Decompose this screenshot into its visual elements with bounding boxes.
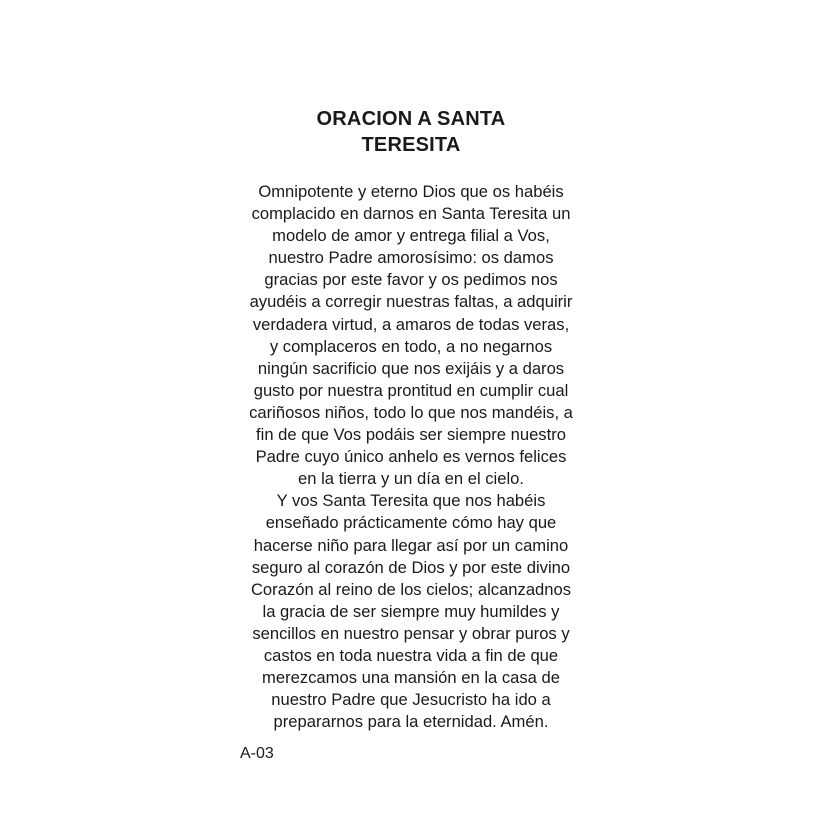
prayer-line-24: nuestro Padre que Jesucristo ha ido a xyxy=(271,690,551,710)
prayer-line-16: enseñado prácticamente cómo hay que xyxy=(265,513,557,533)
prayer-line-17: hacerse niño para llegar así por un camino xyxy=(253,535,569,555)
prayer-line-4: nuestro Padre amorosísimo: os damos xyxy=(268,248,554,268)
prayer-line-2: complacido en darnos en Santa Teresita un xyxy=(251,204,571,224)
prayer-line-21: sencillos en nuestro pensar y obrar puros y xyxy=(252,623,570,643)
prayer-line-3: modelo de amor y entrega filial a Vos, xyxy=(272,226,550,246)
card-code: A-03 xyxy=(240,745,274,762)
prayer-line-5: gracias por este favor y os pedimos nos xyxy=(264,270,558,290)
prayer-line-6: ayudéis a corregir nuestras faltas, a adquirir xyxy=(249,292,573,312)
prayer-line-14: en la tierra y un día en el cielo. xyxy=(298,469,524,489)
prayer-line-7: verdadera virtud, a amaros de todas veras, xyxy=(252,314,570,334)
prayer-line-11: cariñosos niños, todo lo que nos mandéis, a xyxy=(249,402,573,422)
prayer-line-9: ningún sacrificio que nos exijáis y a daros xyxy=(257,358,565,378)
prayer-title xyxy=(0,106,822,158)
prayer-text xyxy=(0,181,822,733)
prayer-line-15: Y vos Santa Teresita que nos habéis xyxy=(276,491,546,511)
prayer-line-20: la gracia de ser siempre muy humildes y xyxy=(262,601,560,621)
prayer-title-line-2: TERESITA xyxy=(361,134,461,156)
prayer-line-23: merezcamos una mansión en la casa de xyxy=(262,668,560,688)
prayer-line-13: Padre cuyo único anhelo es vernos felices xyxy=(255,447,567,467)
prayer-line-25: prepararnos para la eternidad. Amén. xyxy=(273,712,549,732)
prayer-line-12: fin de que Vos podáis ser siempre nuestro xyxy=(256,425,566,445)
prayer-title-line-1: ORACION A SANTA xyxy=(316,108,506,130)
prayer-line-1: Omnipotente y eterno Dios que os habéis xyxy=(258,182,564,201)
prayer-line-18: seguro al corazón de Dios y por este divino xyxy=(251,557,571,577)
prayer-line-10: gusto por nuestra prontitud en cumplir cual xyxy=(253,380,569,400)
prayer-line-8: y complaceros en todo, a no negarnos xyxy=(269,336,553,356)
prayer-line-22: castos en toda nuestra vida a fin de que xyxy=(263,645,559,665)
prayer-line-19: Corazón al reino de los cielos; alcanzadnos xyxy=(250,579,572,599)
